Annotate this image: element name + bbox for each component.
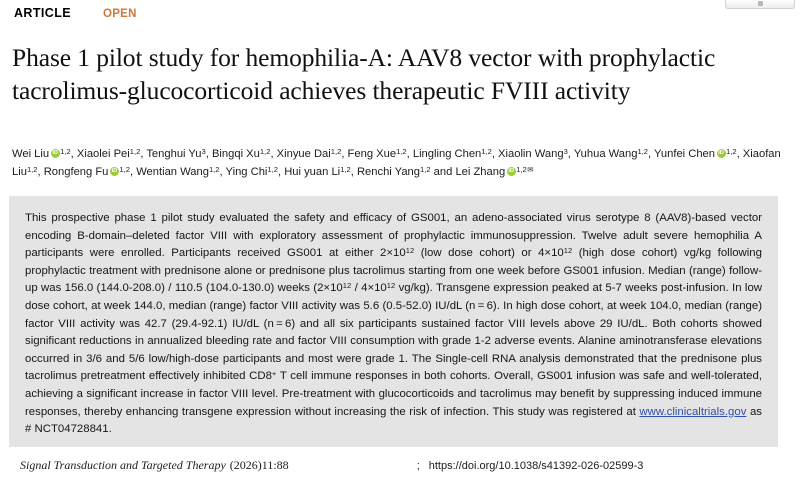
author-separator: , bbox=[205, 148, 212, 160]
author-entry bbox=[413, 148, 498, 160]
author-name: Wei Liu bbox=[12, 148, 50, 160]
orcid-icon[interactable] bbox=[717, 149, 726, 158]
abstract-text-run: / 4×10 bbox=[351, 282, 387, 295]
author-affiliation-marker: 1,2 bbox=[267, 164, 278, 174]
author-entry bbox=[226, 166, 285, 178]
abstract-text-run: as # NCT04728841. bbox=[25, 405, 762, 436]
author-name: Renchi Yang bbox=[356, 166, 420, 179]
author-name: Yunfei Chen bbox=[654, 148, 716, 160]
abstract-panel bbox=[9, 196, 778, 447]
abstract-text-run: vg/kg). Transgene expression peaked at 5-7 weeks post-infusion. In low dose cohort, at week 144.0, median (range) factor VIII activity was 5.6 (0.5-52.0) IU/dL (n = 6). In high dose cohort, at week 104.0, median (range) factor VIII activity was 42.7 (29.4-92.1) IU/dL (n = 6) and all six participants sustained factor VIII levels above 29 IU/dL. Both cohorts showed significant reductions in annualized bleeding rate and factor VIII consumption with grade 1-2 adverse events. Alanine aminotransferase elevations occurred in 3/6 and 5/6 low/high-dose participants and most were grade 1. The Single-cell RNA analysis demonstrated that the prednisone plus tacrolimus pretreatment effectively inhibited CD8 bbox=[25, 282, 763, 383]
orcid-icon[interactable] bbox=[51, 149, 60, 158]
author-entry bbox=[348, 148, 413, 160]
author-name: Feng Xue bbox=[347, 148, 397, 160]
author-separator: , bbox=[648, 148, 655, 160]
author-affiliation-marker: 1,2 bbox=[119, 164, 130, 174]
author-affiliation-marker: 1,2 bbox=[330, 146, 342, 156]
author-name: Lei Zhang bbox=[455, 166, 506, 179]
author-entry bbox=[654, 148, 743, 160]
author-affiliation-marker: 1,2 bbox=[419, 164, 431, 174]
author-affiliation-marker: 1,2 bbox=[259, 146, 271, 156]
author-affiliation-marker: 1,2 bbox=[129, 146, 141, 156]
author-entry bbox=[44, 166, 136, 178]
author-name: Wentian Wang bbox=[136, 166, 209, 179]
author-separator: , bbox=[129, 166, 137, 179]
author-affiliation-marker: 1,2 bbox=[481, 146, 492, 156]
journal-name: Signal Transduction and Targeted Therapy bbox=[20, 458, 226, 472]
author-affiliation-marker: 1,2 bbox=[516, 164, 527, 174]
abstract-superscript: 12 bbox=[563, 246, 573, 256]
author-affiliation-marker: 1,2 bbox=[340, 164, 351, 174]
author-entry bbox=[212, 148, 277, 160]
author-name: Tenghui Yu bbox=[146, 148, 202, 160]
author-affiliation-marker: 3 bbox=[563, 146, 568, 156]
author-name: Rongfeng Fu bbox=[43, 166, 109, 179]
author-separator: , bbox=[491, 148, 499, 160]
author-entry bbox=[12, 148, 77, 160]
article-type-label: ARTICLE bbox=[14, 6, 71, 20]
author-separator: , bbox=[140, 148, 147, 160]
author-name: Ying Chi bbox=[225, 166, 268, 179]
abstract-superscript: + bbox=[271, 369, 277, 379]
author-separator: , bbox=[567, 148, 574, 160]
author-affiliation-marker: 1,2 bbox=[60, 146, 71, 156]
open-access-badge: OPEN bbox=[102, 8, 137, 20]
abstract-text bbox=[25, 210, 762, 439]
author-separator: , bbox=[341, 148, 348, 160]
author-entry bbox=[574, 148, 654, 160]
author-separator: , bbox=[270, 148, 277, 160]
author-separator: , bbox=[277, 166, 285, 179]
author-name: Xiaofan Liu bbox=[12, 148, 781, 179]
drag-handle-icon bbox=[758, 1, 763, 6]
author-separator: , bbox=[406, 148, 413, 160]
author-separator: , bbox=[350, 166, 357, 179]
abstract-text-run: (low dose cohort) or 4×10 bbox=[414, 247, 564, 260]
author-affiliation-marker: 1,2 bbox=[208, 164, 220, 174]
author-entry bbox=[77, 148, 146, 160]
citation-footer bbox=[20, 458, 780, 473]
author-list bbox=[12, 145, 790, 181]
author-entry bbox=[498, 148, 574, 160]
author-name: Hui yuan Li bbox=[284, 166, 341, 179]
page-title: Phase 1 pilot study for hemophilia-A: AAV8 vector with prophylactic tacrolimus-glucocorticoid achieves therapeutic FVIII activity bbox=[12, 43, 716, 106]
journal-issue: (2026)11:88 bbox=[229, 458, 289, 472]
doi-link[interactable]: https://doi.org/10.1038/s41392-026-02599-3 bbox=[428, 460, 644, 472]
author-entry bbox=[284, 166, 357, 178]
author-separator: , bbox=[70, 148, 77, 160]
clinicaltrials-link[interactable]: www.clinicaltrials.gov bbox=[639, 405, 747, 418]
window-chrome-widget[interactable] bbox=[725, 0, 795, 9]
author-separator: , bbox=[219, 166, 226, 179]
author-separator: , bbox=[736, 148, 743, 160]
author-affiliation-marker: 1,2 bbox=[396, 146, 407, 156]
author-name: Yuhua Wang bbox=[573, 148, 638, 160]
abstract-superscript: 12 bbox=[405, 246, 415, 256]
author-affiliation-marker: 1,2 bbox=[726, 146, 737, 156]
author-name: Lingling Chen bbox=[412, 148, 482, 160]
author-affiliation-marker: 3 bbox=[201, 146, 206, 156]
orcid-icon[interactable] bbox=[507, 167, 516, 176]
author-entry bbox=[277, 148, 348, 160]
author-affiliation-marker: 1,2 bbox=[637, 146, 649, 156]
author-name: Bingqi Xu bbox=[211, 148, 260, 160]
abstract-text-run: This prospective phase 1 pilot study evaluated the safety and efficacy of GS001, an adeno-associated virus serotype 8 (AAV8)-based vector encoding B-domain–deleted factor VIII with exploratory assessment of prophylactic immunosuppression. Twelve adult severe hemophilia A participants were enrolled. Participants received GS001 at either 2×10 bbox=[25, 212, 762, 260]
author-separator: and bbox=[430, 166, 456, 179]
orcid-icon[interactable] bbox=[110, 167, 119, 176]
abstract-superscript: 12 bbox=[342, 281, 352, 291]
author-affiliation-marker: 1,2 bbox=[26, 164, 38, 174]
citation-separator: ; bbox=[416, 460, 420, 472]
author-name: Xiaolei Pei bbox=[76, 148, 130, 160]
author-entry bbox=[136, 166, 225, 178]
author-entry bbox=[357, 166, 455, 178]
abstract-text-run: (high dose cohort) vg/kg following prophylactic treatment with prednisone alone or prednisone plus tacrolimus starting from one week before GS001 infusion. Median (range) follow-up was 156.0 (144.0-208.0) / 110.5 (104.0-130.0) weeks (2×10 bbox=[25, 247, 762, 295]
article-header-row bbox=[14, 6, 137, 20]
author-name: Xiaolin Wang bbox=[498, 148, 564, 160]
author-entry: Lei Zhang iD $^{1,2✉}$ bbox=[455, 166, 533, 178]
abstract-superscript: 12 bbox=[386, 281, 396, 291]
author-entry bbox=[146, 148, 212, 160]
abstract-text-run: T cell immune responses in both cohorts. Overall, GS001 infusion was safe and well-tolerated, achieving a significant increase in factor VIII level. Pre-treatment with glucocorticoids and tacrolimus may benefit by suppressing induced immune responses, thereby enhancing transgene expression without increasing the risk of infection. This study was registered at bbox=[25, 370, 762, 418]
author-separator: , bbox=[37, 166, 44, 179]
author-name: Xinyue Dai bbox=[276, 148, 331, 160]
